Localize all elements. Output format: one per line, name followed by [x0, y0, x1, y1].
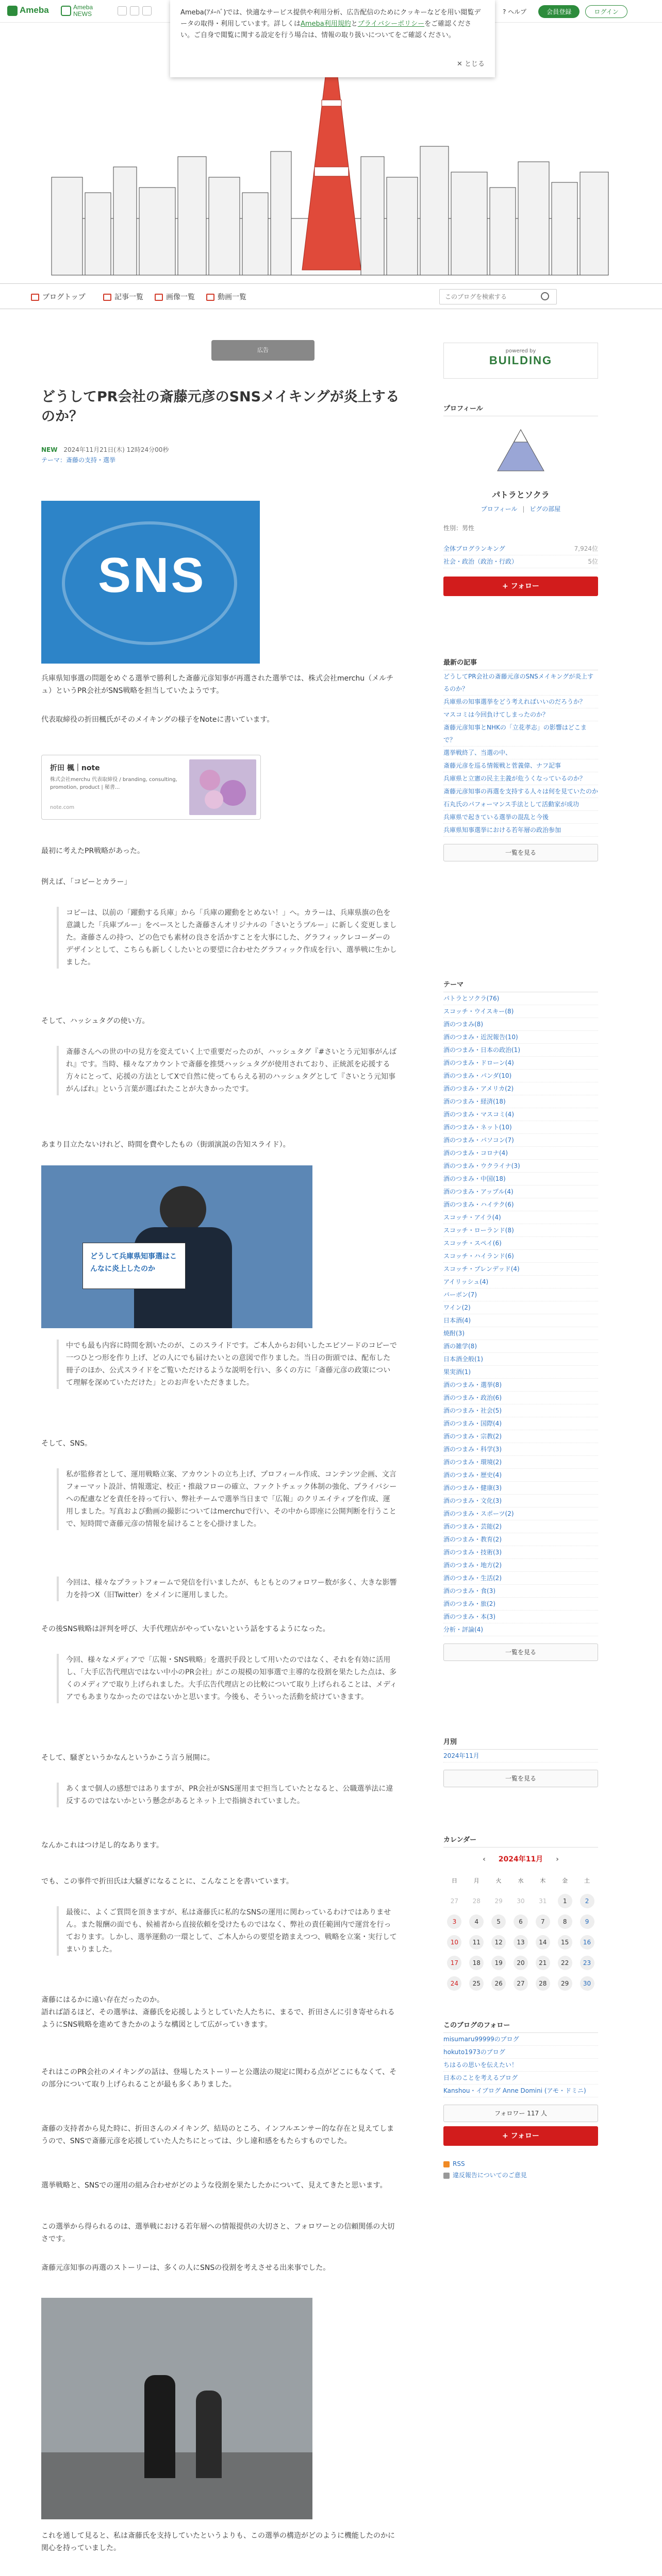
archive-list — [443, 1750, 598, 1762]
quote: 最後に、よくご質問を頂きますが、私は斎藤氏に私的なSNSの運用に関わっているわけではありません。また報酬の面でも、候補者から直接依頼を受けたものではなく、弊社の責任範囲内で運営を行っております。しかし、選挙運動の一環として、ご本人からの要望を踏まえつつ、戦略を立案・実行してまいりました。 — [57, 1906, 397, 1956]
theme-list — [443, 992, 598, 1636]
calendar-heading: カレンダー — [443, 1834, 598, 1848]
calendar-weekday: 土 — [584, 1877, 590, 1884]
paragraph: そして、ハッシュタグの使い方。 — [41, 1017, 150, 1025]
calendar-day[interactable]: 16 — [580, 1935, 594, 1950]
follower-count[interactable]: フォロワー 117 人 — [443, 2105, 598, 2122]
paragraph: あまり目立たないけれど、時間を費やしたもの（街頭演説の告知スライド）。 — [41, 1141, 290, 1149]
quote: あくまで個人の感想ではありますが、PR会社がSNS運用まで担当していたとなると、公職選挙法に違反するのではないかという懸念があるとネット上で指摘されていました。 — [57, 1783, 397, 1807]
theme-link[interactable]: 酒のつまみ・歴史(4) — [443, 1469, 598, 1482]
ameba-news-icon — [61, 6, 71, 16]
profile-heading: プロフィール — [443, 403, 598, 416]
calendar-day[interactable]: 29 — [494, 1897, 503, 1905]
recent-post-link[interactable]: 石丸氏のパフォーマンス手法として活動家が成功 — [443, 798, 598, 811]
calendar-weekday: 月 — [473, 1877, 479, 1884]
theme-link[interactable]: 酒のつまみ・アップル(4) — [443, 1185, 598, 1198]
note-link-card[interactable] — [41, 755, 261, 820]
calendar-day[interactable]: 22 — [558, 1956, 572, 1970]
theme-link[interactable]: 焼酎(3) — [443, 1327, 598, 1340]
paragraph: そして、騒ぎというかなんというかこう言う展開に。 — [41, 1754, 214, 1762]
theme-link[interactable]: 酒のつまみ・生活(2) — [443, 1572, 598, 1585]
following-blog-link[interactable]: ちはるの思いを伝えたい！ — [443, 2059, 598, 2072]
theme-link[interactable]: 酒のつまみ・教育(2) — [443, 1533, 598, 1546]
theme-link[interactable]: 酒のつまみ・中国(18) — [443, 1173, 598, 1185]
grid-icon[interactable] — [142, 6, 152, 15]
notice-close-button[interactable]: ✕ とじる — [456, 60, 485, 68]
video-icon — [206, 294, 214, 301]
top-actions — [503, 5, 627, 18]
calendar-prev-button[interactable]: ‹ — [483, 1855, 486, 1863]
recent-post-link[interactable]: マスコミは今回負けてしまったのか？ — [443, 708, 598, 721]
calendar-day[interactable]: 12 — [491, 1935, 506, 1950]
notification-icon[interactable] — [130, 6, 139, 15]
theme-link[interactable]: 酒のつまみ・政治(6) — [443, 1392, 598, 1404]
recent-post-link[interactable]: 兵庫県知事選挙における若年層の政治参加 — [443, 824, 598, 837]
theme-link[interactable]: 酒のつまみ・文化(3) — [443, 1495, 598, 1507]
article-meta — [41, 445, 169, 464]
calendar-day[interactable]: 4 — [469, 1914, 484, 1929]
rss-link[interactable]: RSS — [443, 2158, 598, 2170]
theme-link[interactable]: 酒のつまみ・ネット(10) — [443, 1121, 598, 1134]
theme-link[interactable]: スコッチ・スペイ(6) — [443, 1237, 598, 1250]
calendar-month-title: 2024年11月 — [498, 1855, 543, 1863]
calendar-day[interactable]: 11 — [469, 1935, 484, 1950]
theme-link[interactable]: 酒のつまみ・ハイテク(6) — [443, 1198, 598, 1211]
theme-link[interactable]: 酒のつまみ(8) — [443, 1018, 598, 1031]
recent-post-link[interactable]: 兵庫県と立憲の民主主義が危うくなっているのか？ — [443, 772, 598, 785]
login-button[interactable]: ログイン — [585, 5, 627, 18]
cookie-notice: Ameba(ｱﾒｰﾊﾞ)では、快適なサービス提供や利用分析、広告配信のためにクッキーなどを用い閲覧データの取得・利用しています。詳しくはAmeba利用規約とプライバシーポリシーをご確認ください。ご自身で閲覧に関する設定を行う場合は、情報の取り扱いについてをご確認ください。 ✕ とじる — [170, 0, 495, 77]
building-logo: BUILDING — [489, 354, 553, 367]
calendar-day[interactable]: 23 — [580, 1956, 594, 1970]
theme-link[interactable]: 酒のつまみ・ドローン(4) — [443, 1057, 598, 1070]
quote: 中でも最も内容に時間を割いたのが、このスライドです。ご本人からお伺いしたエピソードのコピーで一つひとつ形を作り上げ、どの人にでも届けたいとの意図で作りました。当日の街頭では、配布した冊子のほか、公式スライドをご覧いただけるような説明を行い、多くの方に「斎藤元彦の政策について理解を深めていただけた」とのお声をいただきました。 — [57, 1340, 397, 1389]
theme-link[interactable]: 分析・評論(4) — [443, 1623, 598, 1636]
photo-head-shape — [160, 1186, 206, 1232]
archive-more-button[interactable]: 一覧を見る — [443, 1770, 598, 1787]
theme-link[interactable]: 酒のつまみ・健康(3) — [443, 1482, 598, 1495]
ameba-logo-icon — [7, 6, 18, 16]
calendar-day[interactable]: 25 — [469, 1976, 484, 1991]
quote: 今回は、様々なプラットフォームで発信を行いましたが、もともとのフォロワー数が多く、大きな影響力を持つX（旧Twitter）をメインに運用しました。 — [57, 1577, 397, 1601]
paragraph: 斎藤元彦知事の再選のストーリーは、多くの人にSNSの役割を考えさせる出来事でした。 — [41, 2264, 330, 2272]
ad-banner[interactable]: 広告 — [211, 340, 315, 361]
calendar-day[interactable]: 7 — [536, 1914, 550, 1929]
archive-heading: 月別 — [443, 1736, 598, 1750]
paragraph: 斎藤にはるかに遠い存在だったのか。 語れば語るほど、その選挙は、斎藤氏を応援しようとしていた人たちに、まるで、折田さんに引き寄せられるようにSNS戦略を進めてきたかのような構図として広がっていきます。 — [41, 1996, 395, 2029]
calendar-day[interactable]: 27 — [450, 1897, 459, 1905]
calendar-table — [443, 1870, 598, 1994]
paragraph: でも、この事件で折田氏は大騒ぎになることに、こんなことを書いています。 — [41, 1877, 293, 1886]
following-list — [443, 2033, 598, 2097]
theme-link[interactable]: スコッチ・ハイランド(6) — [443, 1250, 598, 1263]
recent-posts-section — [443, 657, 598, 861]
calendar-day[interactable]: 28 — [536, 1976, 550, 1991]
article-title: どうしてPR会社の斎藤元彦のSNSメイキングが炎上するのか？ — [41, 389, 400, 425]
blog-search-input[interactable] — [439, 289, 557, 304]
theme-link[interactable]: 酒のつまみ・科学(3) — [443, 1443, 598, 1456]
calendar-section — [443, 1834, 598, 1994]
follow-button[interactable]: + フォロー — [443, 577, 598, 596]
theme-link[interactable]: 酒のつまみ・経済(18) — [443, 1095, 598, 1108]
paragraph: なんかこれはつけ足し的なあります。 — [41, 1841, 163, 1850]
theme-link[interactable]: スコッチ・ブレンデッド(4) — [443, 1263, 598, 1276]
calendar-weekday: 火 — [495, 1877, 502, 1884]
archive-item[interactable]: 2024年11月 — [443, 1750, 598, 1762]
recent-heading: 最新の記事 — [443, 657, 598, 670]
theme-link[interactable]: 酒のつまみ・パソコン(7) — [443, 1134, 598, 1147]
following-blog-link[interactable]: hokuto1973のブログ — [443, 2046, 598, 2059]
report-link[interactable]: 違反報告についてのご意見 — [443, 2170, 598, 2181]
theme-link[interactable]: 酒のつまみ・近況報告(10) — [443, 1031, 598, 1044]
quote: 私が監修者として、運用戦略立案、アカウントの立ち上げ、プロフィール作成、コンテンツ企画、文言フォーマット設計、情報選定、校正・推敲フローの確立、ファクトチェック体制の強化、プライバシーへの配慮などを責任を持って行い、弊社チームで選挙当日まで「広報」のクリエイティブを作成、運用しました。写真および動画の撮影についてはmerchuで行い、その中から即座に公開判断を行うことで、短時間で斎藤元彦の情報を届けることを心掛けました。 — [57, 1468, 397, 1530]
calendar-day[interactable]: 30 — [580, 1976, 594, 1991]
theme-link[interactable]: 酒のつまみ・日本の政治(1) — [443, 1044, 598, 1057]
calendar-day[interactable]: 20 — [514, 1956, 528, 1970]
calendar-next-button[interactable]: › — [556, 1855, 559, 1863]
theme-link[interactable]: 酒のつまみ・地方(2) — [443, 1559, 598, 1572]
calendar-day[interactable]: 1 — [558, 1894, 572, 1908]
calendar-day[interactable]: 13 — [514, 1935, 528, 1950]
paragraph: 斎藤の支持者から見た時に、折田さんのメイキング、結局のところ、インフルエンサー的な存在と見えてしまうので、SNSで斎藤元彦を応援していた人たちにとっては、少し違和感をもたらすものでした。 — [41, 2125, 394, 2145]
theme-link[interactable]: 酒の雑学(8) — [443, 1340, 598, 1353]
terms-link[interactable]: Ameba利用規約 — [300, 20, 351, 28]
calendar-day[interactable]: 15 — [558, 1935, 572, 1950]
theme-link[interactable]: 酒のつまみ・旅(2) — [443, 1598, 598, 1611]
calendar-weekday: 水 — [518, 1877, 524, 1884]
top-shortcuts — [118, 6, 155, 18]
paragraph: それはこのPR会社のメイキングの話は、登場したストーリーと公選法の規定に関わる点がどこにもなくて、その部分について取り上げられることが最も多くありました。 — [41, 2068, 397, 2089]
calendar-day[interactable]: 17 — [447, 1956, 461, 1970]
theme-link[interactable]: パトラとソクラ(76) — [443, 992, 598, 1005]
article-date: 2024年11月21日(木) 12時24分00秒 — [63, 446, 169, 453]
paragraph: 代表取締役の折田楓氏がそのメイキングの様子をNoteに書いています。 — [41, 716, 274, 724]
theme-link[interactable]: 酒のつまみ・国際(4) — [443, 1417, 598, 1430]
paragraph: 兵庫県知事選の問題をめぐる選挙で勝利した斎藤元彦知事が再選された選挙では、株式会社merchu（メルチュ）というPR会社がSNS戦略を担当していたようです。 — [41, 674, 394, 695]
nav-videos[interactable]: 動画一覧 — [206, 292, 246, 302]
calendar-day[interactable]: 31 — [539, 1897, 547, 1905]
recent-more-button[interactable]: 一覧を見る — [443, 844, 598, 861]
image-icon — [155, 294, 163, 301]
signup-button[interactable]: 会員登録 — [538, 5, 580, 18]
blog-name: パトラとソクラ — [492, 490, 550, 500]
home-icon — [31, 294, 39, 301]
theme-link[interactable]: バーボン(7) — [443, 1289, 598, 1301]
pigg-room-link[interactable]: ピグの部屋 — [529, 505, 561, 513]
press-conference-photo — [41, 1165, 312, 1328]
recent-post-link[interactable]: どうしてPR会社の斎藤元彦のSNSメイキングが炎上するのか？ — [443, 670, 598, 696]
theme-link[interactable]: スコッチ・ローランド(8) — [443, 1224, 598, 1237]
theme-link[interactable]: 酒のつまみ・選挙(8) — [443, 1379, 598, 1392]
following-blog-link[interactable]: Kanshou・イブログ Anne Domini (アモ・ドミニ) — [443, 2084, 598, 2097]
recent-list — [443, 670, 598, 837]
link-card-title: 折田 楓｜note — [50, 764, 100, 772]
theme-link[interactable]: 酒のつまみ・芸能(2) — [443, 1520, 598, 1533]
calendar-day[interactable]: 3 — [447, 1914, 461, 1929]
recent-post-link[interactable]: 選挙戦終了、当選の中、 — [443, 747, 598, 759]
theme-link[interactable]: 酒のつまみ・パンダ(10) — [443, 1070, 598, 1082]
ameba-news-logo[interactable]: Ameba NEWS — [61, 4, 93, 18]
calendar-weekday: 金 — [562, 1877, 568, 1884]
avatar[interactable] — [492, 425, 549, 481]
following-blog-link[interactable]: misumaru99999のブログ — [443, 2033, 598, 2046]
calendar-day[interactable]: 6 — [514, 1914, 528, 1929]
link-card-thumbnail — [189, 759, 256, 815]
calendar-day[interactable]: 30 — [517, 1897, 525, 1905]
paragraph: その後SNS戦略は評判を呼び、大手代理店がやっていないという話をするようになった。 — [41, 1625, 330, 1633]
recent-post-link[interactable]: 斎藤元彦を巡る情報戦と菅義偉、ナフ記事 — [443, 759, 598, 772]
theme-link[interactable]: 日本酒全般(1) — [443, 1353, 598, 1366]
theme-link[interactable]: 酒のつまみ・スポーツ(2) — [443, 1507, 598, 1520]
paragraph: 最初に考えたPR戦略があった。 — [41, 847, 145, 855]
article-theme-link[interactable]: テーマ：斎藤の支持・選挙 — [41, 456, 116, 464]
calendar-day[interactable]: 9 — [580, 1914, 594, 1929]
calendar-day[interactable]: 5 — [491, 1914, 506, 1929]
profile-section: プロフィール パトラとソクラ プロフィール | ピグの部屋 性別：男性 全体ブログランキング 7,924位 社会・政治（政治・行政） 5位 + フォロー — [443, 403, 598, 596]
archive-section — [443, 1736, 598, 1787]
theme-link[interactable]: 果実酒(1) — [443, 1366, 598, 1379]
theme-link[interactable]: 酒のつまみ・環境(2) — [443, 1456, 598, 1469]
calendar-day[interactable]: 2 — [580, 1894, 594, 1908]
theme-link[interactable]: スコッチ・ウイスキー(8) — [443, 1005, 598, 1018]
street-photo — [41, 2298, 312, 2519]
theme-link[interactable]: アイリッシュ(4) — [443, 1276, 598, 1289]
privacy-link[interactable]: プライバシーポリシー — [357, 20, 425, 28]
theme-link[interactable]: 酒のつまみ・宗教(2) — [443, 1430, 598, 1443]
calendar-day[interactable]: 21 — [536, 1956, 550, 1970]
theme-link[interactable]: 酒のつまみ・社会(5) — [443, 1404, 598, 1417]
recent-post-link[interactable]: 兵庫県で起きている選挙の混乱と今後 — [443, 811, 598, 824]
hero-sns-text: SNS — [98, 548, 206, 603]
nav-blog-top[interactable]: ブログトップ — [31, 292, 86, 302]
calendar-day[interactable]: 10 — [447, 1935, 461, 1950]
blog-nav — [0, 283, 662, 309]
calendar-day[interactable]: 8 — [558, 1914, 572, 1929]
calendar-weekday: 日 — [451, 1877, 457, 1884]
new-badge: NEW — [41, 446, 58, 453]
calendar-day[interactable]: 14 — [536, 1935, 550, 1950]
ranking-row[interactable]: 社会・政治（政治・行政） 5位 — [443, 555, 598, 568]
recent-post-link[interactable]: 斎藤元彦知事とNHKの「立花孝志」の影響はどこまで？ — [443, 721, 598, 747]
theme-more-button[interactable]: 一覧を見る — [443, 1643, 598, 1661]
recent-post-link[interactable]: 斎藤元彦知事の再選を支持する人々は何を見ていたのか — [443, 785, 598, 798]
quote: 斎藤さんへの世の中の見方を変えていく上で重要だったのが、ハッシュタグ『#さいとう元知事がんばれ』です。当時、様々なアカウントで斎藤を推奨ハッシュタグが使用されており、正統派を応援する方々にとって、応援の方法としてXで自然に使ってもらえる初のハッシュタグとして『さいとう元知事がんばれ』という言葉が選ばれたことが大きかったです。 — [57, 1046, 397, 1095]
rss-icon — [443, 2161, 450, 2167]
theme-link[interactable]: 酒のつまみ・技術(3) — [443, 1546, 598, 1559]
mountain-avatar-icon — [492, 425, 549, 481]
paragraph: これを通して見ると、私は斎藤氏を支持していたというよりも、この選挙の構造がどのように機能したのかに関心を持っていました。 — [41, 2532, 395, 2552]
theme-link[interactable]: ワイン(2) — [443, 1301, 598, 1314]
calendar-day[interactable]: 29 — [558, 1976, 572, 1991]
sign-board: どうして兵庫県知事選はこんなに炎上したのか — [82, 1243, 186, 1289]
menu-icon[interactable] — [118, 6, 127, 15]
theme-link[interactable]: 酒のつまみ・アメリカ(2) — [443, 1082, 598, 1095]
calendar-weekday: 木 — [540, 1877, 546, 1884]
following-blog-link[interactable]: 日本のことを考えるブログ — [443, 2072, 598, 2084]
calendar-day[interactable]: 19 — [491, 1956, 506, 1970]
list-icon — [103, 294, 111, 301]
theme-link[interactable]: 酒のつまみ・食(3) — [443, 1585, 598, 1598]
theme-link[interactable]: 日本酒(4) — [443, 1314, 598, 1327]
paragraph: そして、SNS。 — [41, 1439, 92, 1448]
link-card-url: note.com — [50, 805, 75, 810]
calendar-day[interactable]: 26 — [491, 1976, 506, 1991]
theme-link[interactable]: 酒のつまみ・本(3) — [443, 1611, 598, 1623]
calendar-day[interactable]: 24 — [447, 1976, 461, 1991]
ranking-row[interactable]: 全体ブログランキング 7,924位 — [443, 543, 598, 555]
flag-icon — [443, 2173, 450, 2179]
profile-link[interactable]: プロフィール — [481, 505, 518, 513]
paragraph: この選挙から得られるのは、選挙戦における若年層への情報提供の大切さと、フォロワーとの信頼関係の大切さです。 — [41, 2223, 395, 2243]
theme-link[interactable]: スコッチ・アイラ(4) — [443, 1211, 598, 1224]
profile-gender: 性別：男性 — [443, 524, 475, 532]
theme-link[interactable]: 酒のつまみ・マスコミ(4) — [443, 1108, 598, 1121]
follow-button-bottom[interactable]: + フォロー — [443, 2126, 598, 2146]
help-link[interactable]: ? ヘルプ — [503, 8, 527, 15]
quote: コピーは、以前の「躍動する兵庫」から「兵庫の躍動をとめない！」へ。カラーは、兵庫県旗の色を意識した「兵庫ブルー」をベースとした斎藤さんオリジナルの「さいとうブルー」に新しく変更しました。斎藤さんの持つ、どの色でも素材の良さを活かすことを大事にした、グラフィックレコーダーのデザインとして、こちらも新しくしたいとの要望に合わせたグラフィック作成を行い、選挙戦に生かしました。 — [57, 907, 397, 969]
ameba-logo[interactable]: Ameba — [7, 5, 49, 16]
theme-link[interactable]: 酒のつまみ・コロナ(4) — [443, 1147, 598, 1160]
ranking-list — [443, 543, 598, 568]
paragraph: 例えば、「コピーとカラー」 — [41, 878, 131, 886]
paragraph: 選挙戦略と、SNSでの運用の組み合わせがどのような役割を果たしたかについて、見えてきたと思います。 — [41, 2181, 387, 2190]
recent-post-link[interactable]: 兵庫県の知事選挙をどう考えればいいのだろうか？ — [443, 696, 598, 708]
quote: 今回、様々なメディアで「広報・SNS戦略」を選択手段として用いたのではなく、それを有効に活用し、「大手広告代理店ではない中小のPR会社」がこの規模の知事選で主導的な役割を果たした点は、多くのメディアで取り上げられました。大手広告代理店との比較について取り上げられることは、メディアでもあまりなかったのではないかと思います。今後も、そういった活動を続けていきます。 — [57, 1654, 397, 1703]
theme-heading: テーマ — [443, 979, 598, 992]
theme-link[interactable]: 酒のつまみ・ウクライナ(3) — [443, 1160, 598, 1173]
building-ad[interactable]: powered by BUILDING — [443, 343, 598, 379]
nav-images[interactable]: 画像一覧 — [155, 292, 195, 302]
sns-hero-image — [41, 501, 260, 664]
search-icon[interactable] — [541, 292, 549, 300]
nav-articles[interactable]: 記事一覧 — [103, 292, 143, 302]
calendar-day[interactable]: 27 — [514, 1976, 528, 1991]
following-section — [443, 2020, 598, 2181]
link-card-description: 株式会社merchu 代表取締役 / branding, consulting, promotion, product | 秘書... — [50, 777, 177, 790]
calendar-day[interactable]: 18 — [469, 1956, 484, 1970]
following-heading: このブログのフォロー — [443, 2020, 598, 2033]
calendar-day[interactable]: 28 — [472, 1897, 481, 1905]
theme-section — [443, 979, 598, 1661]
